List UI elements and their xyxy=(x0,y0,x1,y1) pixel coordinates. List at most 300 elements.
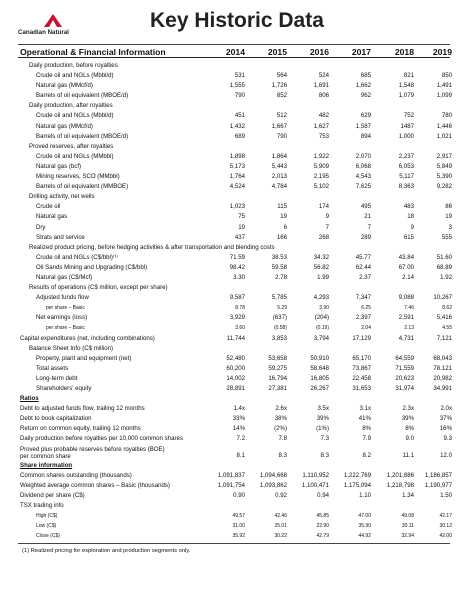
table-row xyxy=(18,334,450,344)
cell-value: 1,222,769 xyxy=(343,471,371,479)
cell-value: 75 xyxy=(238,213,245,221)
cell-value: 9.0 xyxy=(405,435,414,443)
cell-value: 1,091,754 xyxy=(217,481,245,489)
row-label: Oil Sands Mining and Upgrading (C$/bbl) xyxy=(36,263,148,271)
cell-value: 2.0x xyxy=(440,405,452,413)
cell-value: 2,237 xyxy=(398,152,414,160)
cell-value: 850 xyxy=(441,72,452,80)
row-label: Crude oil and NGLs (Mbbl/d) xyxy=(36,72,114,80)
cell-value: 98.42 xyxy=(229,263,245,271)
section-title: Operational & Financial Information xyxy=(20,46,166,57)
cell-value: 35.92 xyxy=(232,533,245,540)
table-row xyxy=(18,162,450,172)
cell-value: 14,002 xyxy=(226,374,245,382)
cell-value: 37% xyxy=(439,415,452,423)
section-heading xyxy=(18,461,450,471)
cell-value: 1,201,886 xyxy=(386,471,414,479)
row-label: Dry xyxy=(36,223,46,231)
table-row xyxy=(18,404,450,414)
cell-value: 43.84 xyxy=(398,253,414,261)
cell-value: 0.92 xyxy=(275,491,287,499)
cell-value: 2,070 xyxy=(355,152,371,160)
row-label: Long-term debt xyxy=(36,374,78,382)
cell-value: 6,053 xyxy=(398,162,414,170)
cell-value: 1,091,837 xyxy=(217,471,245,479)
cell-value: 5,849 xyxy=(436,162,452,170)
row-label: Results of operations (C$ million, except per share) xyxy=(29,284,168,292)
cell-value: 7,347 xyxy=(355,294,371,302)
cell-value: 5,102 xyxy=(313,183,329,191)
cell-value: 8.1 xyxy=(236,451,245,459)
table-row xyxy=(18,71,450,81)
cell-value: 49.57 xyxy=(232,513,245,520)
cell-value: 2.78 xyxy=(275,273,287,281)
cell-value: 7.8 xyxy=(278,435,287,443)
cell-value: 5,443 xyxy=(271,162,287,170)
cell-value: 4,784 xyxy=(271,183,287,191)
cell-value: 17,129 xyxy=(352,334,371,342)
cell-value: 482 xyxy=(318,112,329,120)
cell-value: 1,446 xyxy=(436,122,452,130)
cell-value: (0.58) xyxy=(273,325,287,332)
cell-value: 1,764 xyxy=(229,173,245,181)
table-row xyxy=(18,192,450,202)
cell-value: 780 xyxy=(441,112,452,120)
table-row xyxy=(18,273,450,283)
row-label: Net earnings (loss) xyxy=(36,314,88,322)
cell-value: (0.19) xyxy=(315,325,329,332)
table-row xyxy=(18,202,450,212)
cell-value: 7,625 xyxy=(355,183,371,191)
footnote: (1) Realized pricing for exploration and production segments only. xyxy=(22,548,191,555)
cell-value: 25.01 xyxy=(274,523,287,530)
cell-value: 3.30 xyxy=(233,273,245,281)
cell-value: 2.37 xyxy=(359,273,371,281)
row-label: Natural gas xyxy=(36,213,68,221)
table-bottom-rule xyxy=(18,543,450,544)
cell-value: 41% xyxy=(358,415,371,423)
table-row xyxy=(18,313,450,323)
cell-value: 58,648 xyxy=(310,364,329,372)
row-label: Weighted average common shares – Basic (thousands) xyxy=(20,481,170,489)
cell-value: 19 xyxy=(238,223,245,231)
cell-value: 5,173 xyxy=(229,162,245,170)
cell-value: 1,023 xyxy=(229,203,245,211)
cell-value: 752 xyxy=(403,112,414,120)
row-label: Barrels of oil equivalent (MBOE/d) xyxy=(36,132,129,140)
cell-value: 1487 xyxy=(400,122,414,130)
row-label: Dividend per share (C$) xyxy=(20,491,85,499)
cell-value: 71.59 xyxy=(229,253,245,261)
cell-value: 2.6x xyxy=(275,405,287,413)
table-row xyxy=(18,471,450,481)
table-row xyxy=(18,243,450,253)
cell-value: 21 xyxy=(364,213,371,221)
cell-value: 1,491 xyxy=(436,82,452,90)
cell-value: 483 xyxy=(403,203,414,211)
cell-value: 20,982 xyxy=(433,374,452,382)
row-label: Shareholders' equity xyxy=(36,385,92,392)
table-row xyxy=(18,531,450,541)
cell-value: 2,397 xyxy=(355,314,371,322)
cell-value: 49.08 xyxy=(401,513,414,520)
cell-value: 5.29 xyxy=(277,305,287,312)
cell-value: 3.90 xyxy=(319,305,329,312)
cell-value: 4,731 xyxy=(398,334,414,342)
cell-value: 78,121 xyxy=(433,364,452,372)
cell-value: 4,293 xyxy=(313,294,329,302)
cell-value: 9.3 xyxy=(443,435,452,443)
row-label: Balance Sheet Info (C$ million) xyxy=(29,344,114,352)
row-label: Crude oil and NGLs (Mbbl/d) xyxy=(36,112,114,120)
cell-value: 59,275 xyxy=(268,364,287,372)
row-label: Natural gas (MMcf/d) xyxy=(36,122,93,130)
table-row xyxy=(18,122,450,132)
cell-value: 12.0 xyxy=(440,451,452,459)
cell-value: 47.00 xyxy=(358,513,371,520)
row-label: Return on common equity, trailing 12 months xyxy=(20,425,141,433)
cell-value: 9 xyxy=(410,223,414,231)
cell-value: 10,267 xyxy=(433,294,452,302)
cell-value: 7,121 xyxy=(436,334,452,342)
cell-value: 1,093,862 xyxy=(259,481,287,489)
cell-value: 38% xyxy=(274,415,287,423)
row-label: per share – Basic xyxy=(46,325,85,332)
cell-value: 1.4x xyxy=(233,405,245,413)
table-row xyxy=(18,111,450,121)
cell-value: 14% xyxy=(232,425,245,433)
cell-value: 19 xyxy=(280,213,287,221)
cell-value: 3 xyxy=(448,223,452,231)
cell-value: 30.22 xyxy=(274,533,287,540)
cell-value: 1,864 xyxy=(271,152,287,160)
cell-value: 166 xyxy=(276,233,287,241)
cell-value: 962 xyxy=(360,92,371,100)
cell-value: 62.44 xyxy=(355,263,371,271)
cell-value: 894 xyxy=(360,132,371,140)
cell-value: 1,099 xyxy=(436,92,452,100)
table-row xyxy=(18,182,450,192)
cell-value: 39% xyxy=(316,415,329,423)
cell-value: 8.3 xyxy=(320,451,329,459)
cell-value: 268 xyxy=(318,233,329,241)
table-row xyxy=(18,81,450,91)
year-header: 2015 xyxy=(267,46,287,57)
cell-value: 1,627 xyxy=(313,122,329,130)
cell-value: 42.17 xyxy=(439,513,452,520)
cell-value: 821 xyxy=(403,72,414,80)
cell-value: 42.00 xyxy=(439,533,452,540)
cell-value: 33% xyxy=(232,415,245,423)
cell-value: 790 xyxy=(276,132,287,140)
cell-value: 22,458 xyxy=(352,374,371,382)
table-row xyxy=(18,445,450,461)
table-row xyxy=(18,323,450,333)
cell-value: 174 xyxy=(318,203,329,211)
table-row xyxy=(18,501,450,511)
cell-value: 30.11 xyxy=(401,523,414,530)
cell-value: 20,623 xyxy=(395,374,414,382)
table-row xyxy=(18,283,450,293)
table-row xyxy=(18,253,450,263)
cell-value: 4,543 xyxy=(355,173,371,181)
table-row xyxy=(18,132,450,142)
cell-value: 39% xyxy=(401,415,414,423)
cell-value: 8,363 xyxy=(398,183,414,191)
cell-value: 1,667 xyxy=(271,122,287,130)
row-label: Drilling activity, net wells xyxy=(29,193,95,201)
cell-value: (1%) xyxy=(316,425,329,433)
table-row xyxy=(18,223,450,233)
cell-value: 31,974 xyxy=(395,385,414,392)
cell-value: 9,587 xyxy=(229,294,245,302)
cell-value: 30.12 xyxy=(439,523,452,530)
cell-value: 685 xyxy=(360,72,371,80)
cell-value: 11.1 xyxy=(402,451,414,459)
cell-value: 3.5x xyxy=(317,405,329,413)
cell-value: 59.58 xyxy=(271,263,287,271)
row-label: Daily production, after royalties xyxy=(29,102,113,110)
cell-value: 1.10 xyxy=(359,491,371,499)
table-row xyxy=(18,142,450,152)
row-label: per share – Basic xyxy=(46,305,85,312)
row-label: Capital expenditures (net, including combinations) xyxy=(20,334,155,342)
section-heading xyxy=(18,394,450,404)
cell-value: 806 xyxy=(318,92,329,100)
cell-value: 67.00 xyxy=(398,263,414,271)
table-row xyxy=(18,212,450,222)
cell-value: 3.60 xyxy=(235,325,245,332)
cell-value: 689 xyxy=(234,132,245,140)
row-label: High (C$) xyxy=(36,513,58,520)
cell-value: 11,744 xyxy=(226,334,245,342)
cell-value: 1,548 xyxy=(398,82,414,90)
cell-value: 1,175,094 xyxy=(343,481,371,489)
row-label: TSX trading info xyxy=(20,501,64,509)
cell-value: 5,785 xyxy=(271,294,287,302)
row-label: Daily production before royalties per 10,000 common shares xyxy=(20,435,183,443)
cell-value: 1,000 xyxy=(398,132,414,140)
table-header xyxy=(18,44,450,58)
year-header: 2017 xyxy=(351,46,371,57)
cell-value: 7.2 xyxy=(236,435,245,443)
cell-value: 4.55 xyxy=(442,325,452,332)
cell-value: 6.25 xyxy=(361,305,371,312)
cell-value: 1,922 xyxy=(313,152,329,160)
cell-value: 2,195 xyxy=(313,173,329,181)
cell-value: 9,088 xyxy=(398,294,414,302)
cell-value: 1,110,952 xyxy=(302,471,329,479)
cell-value: 35.90 xyxy=(358,523,371,530)
cell-value: 34,991 xyxy=(433,385,452,392)
cell-value: 615 xyxy=(403,233,414,241)
table-row xyxy=(18,521,450,531)
cell-value: 16,794 xyxy=(268,374,287,382)
row-label xyxy=(20,446,165,460)
cell-value: 3.1x xyxy=(359,405,371,413)
cell-value: 45.85 xyxy=(316,513,329,520)
cell-value: 1.34 xyxy=(402,491,414,499)
cell-value: 1,691 xyxy=(313,82,329,90)
row-label: Close (C$) xyxy=(36,533,60,540)
row-label: Adjusted funds flow xyxy=(36,294,89,302)
row-label: Natural gas (MMcf/d) xyxy=(36,82,93,90)
row-label: Daily production, before royalties xyxy=(29,62,118,69)
table-row xyxy=(18,374,450,384)
cell-value: 42.79 xyxy=(316,533,329,540)
row-label: Share information xyxy=(20,461,73,469)
cell-value: 31.00 xyxy=(232,523,245,530)
cell-value: 1,021 xyxy=(436,132,452,140)
table-row xyxy=(18,172,450,182)
row-label: Crude oil and NGLs (MMbbl) xyxy=(36,152,114,160)
cell-value: 31,653 xyxy=(352,385,371,392)
table-row xyxy=(18,354,450,364)
cell-value: 1,079 xyxy=(398,92,414,100)
cell-value: 64,559 xyxy=(395,354,414,362)
cell-value: 1,100,471 xyxy=(301,481,329,489)
table-row xyxy=(18,61,450,71)
cell-value: 1,898 xyxy=(229,152,245,160)
table-row xyxy=(18,263,450,273)
row-label: Natural gas (bcf) xyxy=(36,162,82,170)
cell-value: 437 xyxy=(234,233,245,241)
cell-value: 289 xyxy=(360,233,371,241)
cell-value: 26,267 xyxy=(310,385,329,392)
logo-text: Canadian Natural xyxy=(18,29,69,36)
cell-value: 2.14 xyxy=(402,273,414,281)
table-row xyxy=(18,303,450,313)
cell-value: 52,480 xyxy=(226,354,245,362)
cell-value: 18 xyxy=(407,213,414,221)
cell-value: 73,867 xyxy=(352,364,371,372)
cell-value: 495 xyxy=(360,203,371,211)
row-label: Debt to adjusted funds flow, trailing 12 months xyxy=(20,405,145,413)
cell-value: 7 xyxy=(325,223,329,231)
table-row xyxy=(18,344,450,354)
cell-value: 115 xyxy=(277,203,287,211)
cell-value: 27,381 xyxy=(268,385,287,392)
cell-value: 753 xyxy=(318,132,329,140)
row-label: Ratios xyxy=(20,395,39,403)
cell-value: 5,117 xyxy=(399,173,414,181)
cell-value: 65,170 xyxy=(352,354,371,362)
cell-value: 86 xyxy=(445,203,452,211)
cell-value: 2,013 xyxy=(271,173,287,181)
cell-value: 7.46 xyxy=(404,305,414,312)
cell-value: 6,068 xyxy=(355,162,371,170)
cell-value: 1,094,668 xyxy=(259,471,287,479)
table-row xyxy=(18,101,450,111)
row-label-line: Proved plus probable reserves before royalties (BOE) xyxy=(20,445,165,453)
data-table xyxy=(18,61,450,541)
cell-value: 50,910 xyxy=(310,354,329,362)
cell-value: 5,390 xyxy=(436,173,452,181)
cell-value: 8.62 xyxy=(442,305,452,312)
cell-value: 1,432 xyxy=(229,122,245,130)
cell-value: 7.3 xyxy=(320,435,329,443)
cell-value: 28,891 xyxy=(226,385,245,392)
cell-value: 9 xyxy=(325,213,329,221)
cell-value: 1.99 xyxy=(317,273,329,281)
cell-value: 5,909 xyxy=(313,162,329,170)
cell-value: 8% xyxy=(362,425,371,433)
cell-value: 71,559 xyxy=(395,364,414,372)
cell-value: 1,186,857 xyxy=(424,471,452,479)
cell-value: 5,416 xyxy=(436,314,452,322)
cell-value: 3,929 xyxy=(229,314,245,322)
row-label: Realized product pricing, before hedging activities & after transportation and blending costs xyxy=(29,243,275,251)
cell-value: 1,190,977 xyxy=(424,481,452,489)
table-row xyxy=(18,511,450,521)
cell-value: 1.92 xyxy=(440,273,452,281)
cell-value: 4,524 xyxy=(229,183,245,191)
cell-value: 7 xyxy=(367,223,371,231)
cell-value: 45.77 xyxy=(355,253,371,261)
row-label-line: per common share xyxy=(20,452,71,460)
cell-value: 32.94 xyxy=(401,533,414,540)
cell-value: 524 xyxy=(318,72,329,80)
row-label: Low (C$) xyxy=(36,523,57,530)
cell-value: 44.92 xyxy=(358,533,371,540)
cell-value: 9,282 xyxy=(436,183,452,191)
cell-value: 68.89 xyxy=(436,263,452,271)
cell-value: (204) xyxy=(314,314,329,322)
row-label: Barrels of oil equivalent (MBOE/d) xyxy=(36,92,129,100)
cell-value: 0.90 xyxy=(233,491,245,499)
cell-value: 53,658 xyxy=(268,354,287,362)
table-row xyxy=(18,293,450,303)
table-row xyxy=(18,364,450,374)
page-title: Key Historic Data xyxy=(150,9,324,32)
cell-value: 16,805 xyxy=(310,374,329,382)
cell-value: 1,726 xyxy=(271,82,287,90)
cell-value: 56.82 xyxy=(313,263,329,271)
row-label: Natural gas (C$/Mcf) xyxy=(36,273,93,281)
cell-value: 555 xyxy=(441,233,452,241)
cell-value: 42.46 xyxy=(274,513,287,520)
cell-value: 790 xyxy=(234,92,245,100)
cell-value: 0.94 xyxy=(317,491,329,499)
cell-value: 2.3x xyxy=(402,405,414,413)
cell-value: 1,555 xyxy=(229,82,245,90)
cell-value: 60,200 xyxy=(226,364,245,372)
logo-mark-icon xyxy=(42,12,64,28)
cell-value: 1,218,798 xyxy=(386,481,414,489)
cell-value: 852 xyxy=(276,92,287,100)
cell-value: 451 xyxy=(234,112,245,120)
cell-value: 2.13 xyxy=(404,325,414,332)
cell-value: 8.3 xyxy=(278,451,287,459)
row-label: Property, plant and equipment (net) xyxy=(36,354,132,362)
year-header: 2019 xyxy=(432,46,452,57)
cell-value: 38.53 xyxy=(271,253,287,261)
row-label: Debt to book capitalization xyxy=(20,415,92,423)
table-row xyxy=(18,481,450,491)
cell-value: 22.90 xyxy=(316,523,329,530)
cell-value: 1.50 xyxy=(440,491,452,499)
cell-value: 2,917 xyxy=(436,152,452,160)
cell-value: (637) xyxy=(272,314,287,322)
table-row xyxy=(18,384,450,394)
table-row xyxy=(18,434,450,444)
row-label: Common shares outstanding (thousands) xyxy=(20,471,132,479)
cell-value: 16% xyxy=(439,425,452,433)
row-label: Mining reserves, SCO (MMbbl) xyxy=(36,173,120,181)
cell-value: 3,794 xyxy=(313,334,329,342)
cell-value: 19 xyxy=(445,213,452,221)
year-header: 2014 xyxy=(225,46,245,57)
